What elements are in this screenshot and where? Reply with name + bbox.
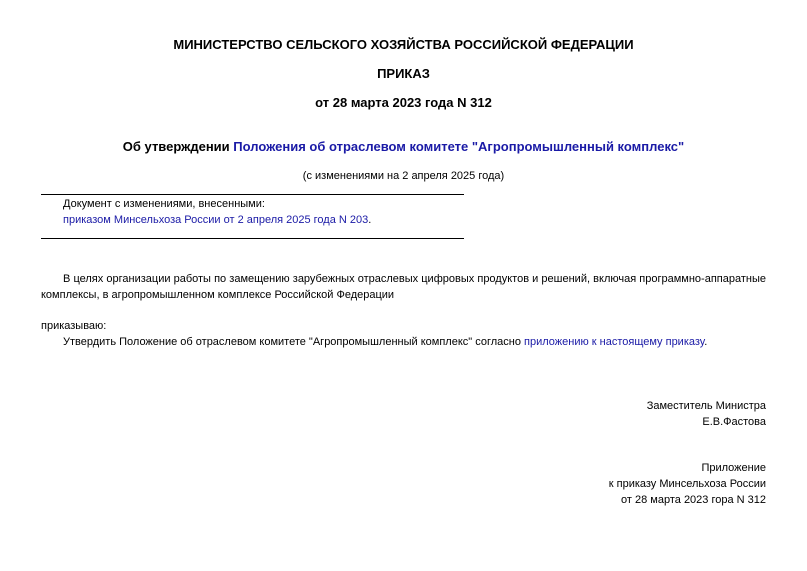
amendments-suffix: . [368,214,372,226]
signature-name: Е.В.Фастова [702,416,766,428]
order-word: приказываю: [41,320,107,332]
order-item [63,336,707,348]
document-type: ПРИКАЗ [377,66,430,81]
order-item-suffix: . [704,336,708,348]
changes-note: (с изменениями на 2 апреля 2025 года) [302,170,505,182]
divider-bottom [41,238,464,239]
order-item-text: Утвердить Положение об отраслевом комитете "Агропромышленный комплекс" согласно [63,336,525,348]
preamble-paragraph: В целях организации работы по замещению зарубежных отраслевых цифровых продуктов и решений, включая программно-аппаратные комплексы, в агропромышленном комплексе Российской Федерации [41,273,766,301]
ministry-heading: МИНИСТЕРСТВО СЕЛЬСКОГО ХОЗЯЙСТВА РОССИЙСКОЙ ФЕДЕРАЦИИ [173,37,634,52]
appendix-line-1: Приложение [701,462,766,474]
divider-top [41,194,464,195]
document-date-number: от 28 марта 2023 года N 312 [315,95,492,110]
regulation-link[interactable]: Положения об отраслевом комитете "Агропромышленный комплекс" [233,139,685,154]
amending-order-link[interactable]: приказом Минсельхоза России от 2 апреля 2025 года N 203 [63,214,369,226]
amendments-line [63,214,371,226]
appendix-line-2: к приказу Минсельхоза России [608,478,766,490]
title-prefix: Об утверждении [122,139,234,154]
signature-position: Заместитель Министра [646,400,766,412]
appendix-block [609,460,766,508]
amendments-label: Документ с изменениями, внесенными: [63,198,265,210]
appendix-line-3: от 28 марта 2023 гора N 312 [621,494,766,506]
document-title [0,139,807,154]
signature-block [647,398,766,430]
appendix-link[interactable]: приложению к настоящему приказу [524,336,705,348]
